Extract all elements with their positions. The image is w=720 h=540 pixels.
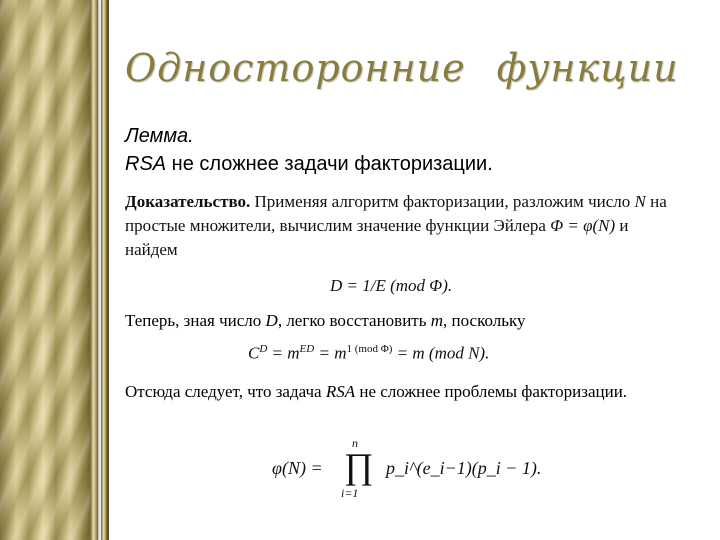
eq2-lhs: C <box>248 343 260 363</box>
lemma-block <box>125 122 493 178</box>
lemma-statement: не сложнее задачи факторизации. <box>166 153 493 175</box>
line3-text-b: не сложнее проблемы факторизации. <box>355 382 628 401</box>
proof-heading: Доказательство. <box>125 192 251 211</box>
proof-var-n: N <box>634 192 646 211</box>
product-symbol: ∏ <box>344 446 374 486</box>
eq2-mid-1: = m <box>267 343 300 363</box>
decorative-side-panel <box>0 0 90 540</box>
line3-text-a: Отсюда следует, что задача <box>125 382 326 401</box>
line2-var-m: m <box>430 311 444 330</box>
eq2-sup-d: D <box>259 343 268 355</box>
proof-phi-def: Φ = φ(N) <box>550 216 616 235</box>
proof-paragraph <box>125 190 685 262</box>
euler-formula <box>272 436 542 500</box>
line2-text-b: , легко восстановить <box>277 311 431 330</box>
eq2-rhs: = m (mod N). <box>392 343 490 363</box>
line3-rsa: RSA <box>325 382 356 401</box>
euler-rhs: p_i^(e_i−1)(p_i − 1). <box>386 458 542 478</box>
equation-c <box>248 343 489 364</box>
eq2-sup-mod: 1 (mod Φ) <box>346 343 393 355</box>
divider <box>107 0 109 540</box>
proof-text-2: на простые множители, вычислим значение функции Эйлера <box>125 192 667 235</box>
proof-line-2 <box>125 311 526 331</box>
line2-text-c: , поскольку <box>443 311 526 330</box>
line2-var-d: D <box>265 311 278 330</box>
eq2-sup-ed: ED <box>299 343 315 355</box>
proof-text-3: и найдем <box>125 216 629 259</box>
euler-lhs: φ(N) = <box>272 458 323 478</box>
euler-upper-limit: n <box>352 436 358 450</box>
decorative-bar <box>90 0 98 540</box>
line2-text-a: Теперь, зная число <box>125 311 266 330</box>
eq2-mid-2: = m <box>314 343 347 363</box>
lemma-label: Лемма. <box>125 125 194 147</box>
euler-lower-limit: i=1 <box>341 486 359 500</box>
slide-title: Односторонние функции <box>125 46 679 90</box>
proof-line-3 <box>125 382 627 402</box>
lemma-rsa: RSA <box>125 153 167 175</box>
equation-d: D = 1/E (mod Φ). <box>330 276 453 295</box>
proof-text-1: Применяя алгоритм факторизации, разложим число <box>250 192 635 211</box>
